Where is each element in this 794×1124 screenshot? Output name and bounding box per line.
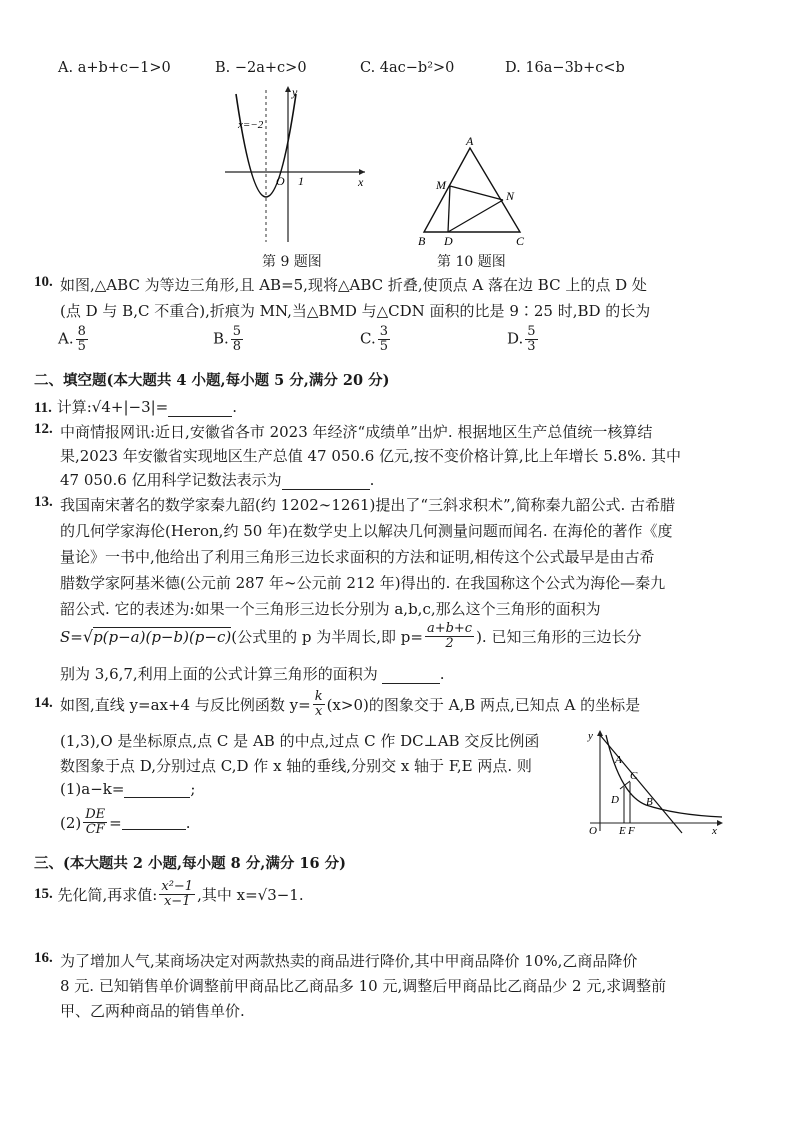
q14-label-a: A (615, 754, 622, 766)
q12-line1: 中商情报网讯:近日,安徽省各市 2023 年经济“成绩单”出炉. 根据地区生产总值统一核算结 (60, 423, 653, 441)
q9-option-a: A. a+b+c−1>0 (58, 60, 171, 76)
q14-label-o: O (589, 825, 597, 837)
section2-heading: 二、填空题(本大题共 4 小题,每小题 5 分,满分 20 分) (34, 372, 390, 389)
q11: 11. 计算:√4+|−3|= . (34, 398, 238, 416)
q9-option-d: D. 16a−3b+c<b (505, 60, 625, 76)
q14-number: 14. (34, 695, 53, 711)
q14-graph-figure (586, 727, 726, 837)
q13-line2: 的几何学家海伦(Heron,约 50 年)在数学史上以解决几何测量问题而闻名. 在海伦的著作《度 (60, 522, 673, 540)
q14-label-x: x (712, 825, 717, 837)
q14-label-b: B (646, 796, 653, 808)
q10-line1: 如图,△ABC 为等边三角形,且 AB=5,现将△ABC 折叠,使顶点 A 落在边 BC 上的点 D 处 (60, 276, 647, 294)
q14-sub1: (1)a−k= ; (60, 780, 196, 798)
q14-label-y: y (588, 730, 593, 742)
q14-label-e: E (619, 825, 626, 837)
q14-line2: (1,3),O 是坐标原点,点 C 是 AB 的中点,过点 C 作 DC⊥AB 交反比例函 (60, 732, 540, 750)
q13-line5: 韶公式. 它的表述为:如果一个三角形三边长分别为 a,b,c,那么这个三角形的面积为 (60, 600, 601, 618)
q9-tick-label: 1 (298, 174, 304, 188)
q14-sub2: (2) $\frac{DE}{CF}$ = . (60, 807, 191, 837)
q14-label-d: D (611, 794, 619, 806)
q10-label-n: N (506, 189, 515, 203)
q13-line7: 别为 3,6,7,利用上面的公式计算三角形的面积为 . (60, 665, 445, 683)
q15: 15. 先化简,再求值: $\frac{\text{x²−1}}{x-1}$ ,其中 x=√3−1. (34, 879, 304, 909)
q13-number: 13. (34, 494, 53, 510)
q16-number: 16. (34, 950, 53, 966)
q10-fold-mn (450, 186, 503, 200)
q9-x-label: x (358, 175, 364, 189)
q12-line2: 果,2023 年安徽省实现地区生产总值 47 050.6 亿元,按不变价格计算,比上年增长 5.8%. 其中 (60, 447, 681, 465)
q10-segment-nd (448, 200, 503, 232)
q10-option-b: B. $\frac{5}{8}$ (213, 324, 242, 354)
q14-label-f: F (628, 825, 635, 837)
q10-label-c: C (516, 234, 525, 248)
q16-line2: 8 元. 已知销售单价调整前甲商品比乙商品多 10 元,调整后甲商品比乙商品少 2 元,求调整前 (60, 977, 667, 995)
q10-segment-md (448, 186, 450, 232)
q14-line3: 数图象于点 D,分别过点 C,D 作 x 轴的垂线,分别交 x 轴于 F,E 两点. 则 (60, 757, 532, 775)
q9-origin-label: O (276, 174, 285, 188)
q14-hyperbola (606, 735, 722, 817)
q10-option-d: D. $\frac{5}{3}$ (507, 324, 536, 354)
q10-line2: (点 D 与 B,C 不重合),折痕为 MN,当△BMD 与△CDN 面积的比是 9∶25 时,BD 的长为 (60, 302, 651, 320)
q9-caption: 第 9 题图 (262, 254, 322, 270)
q16-line1: 为了增加人气,某商场决定对两款热卖的商品进行降价,其中甲商品降价 10%,乙商品降价 (60, 952, 638, 970)
q10-number: 10. (34, 274, 53, 290)
q13-line1: 我国南宋著名的数学家秦九韶(约 1202∼1261)提出了“三斜求积术”,简称秦九韶公式. 古希腊 (60, 496, 676, 514)
q13-line4: 腊数学家阿基米德(公元前 287 年∼公元前 212 年)得出的. 在我国称这个公式为海伦—秦九 (60, 574, 666, 592)
q9-symmetry-label: x=−2 (238, 119, 264, 131)
q9-option-c: C. 4ac−b²>0 (360, 60, 455, 76)
q12-line3: 47 050.6 亿用科学记数法表示为 . (60, 471, 375, 489)
q9-parabola-figure (220, 82, 370, 247)
q10-triangle-figure (412, 132, 532, 250)
q14-segment-dc (620, 781, 630, 789)
q14-label-c: C (630, 770, 638, 782)
q16-line3: 甲、乙两种商品的销售单价. (60, 1002, 245, 1020)
q10-label-a: A (466, 134, 474, 148)
section3-heading: 三、(本大题共 2 小题,每小题 8 分,满分 16 分) (34, 855, 346, 872)
q10-option-a: A. $\frac{8}{5}$ (58, 324, 86, 354)
q14-line-ab (600, 735, 682, 833)
q10-label-b: B (418, 234, 426, 248)
q12-number: 12. (34, 421, 53, 437)
q10-label-m: M (436, 178, 446, 192)
q10-label-d: D (444, 234, 453, 248)
q9-y-label: y (292, 85, 298, 99)
q13-line3: 量论》一书中,他给出了利用三角形三边长求面积的方法和证明,相传这个公式最早是由古希 (60, 548, 655, 566)
q10-caption: 第 10 题图 (437, 254, 506, 270)
q13-formula: S= √ p(p−a)(p−b)(p−c) (公式里的 p 为半周长,即 p= $\frac{a+b+c}{2}$ ). 已知三角形的三边长分 (60, 621, 642, 651)
q9-option-b: B. −2a+c>0 (215, 60, 307, 76)
q10-option-c: C. $\frac{3}{5}$ (360, 324, 388, 354)
q14-line1: 如图,直线 y=ax+4 与反比例函数 y= $\frac{k}{x}$ (x>0)的图象交于 A,B 两点,已知点 A 的坐标是 (60, 689, 641, 719)
